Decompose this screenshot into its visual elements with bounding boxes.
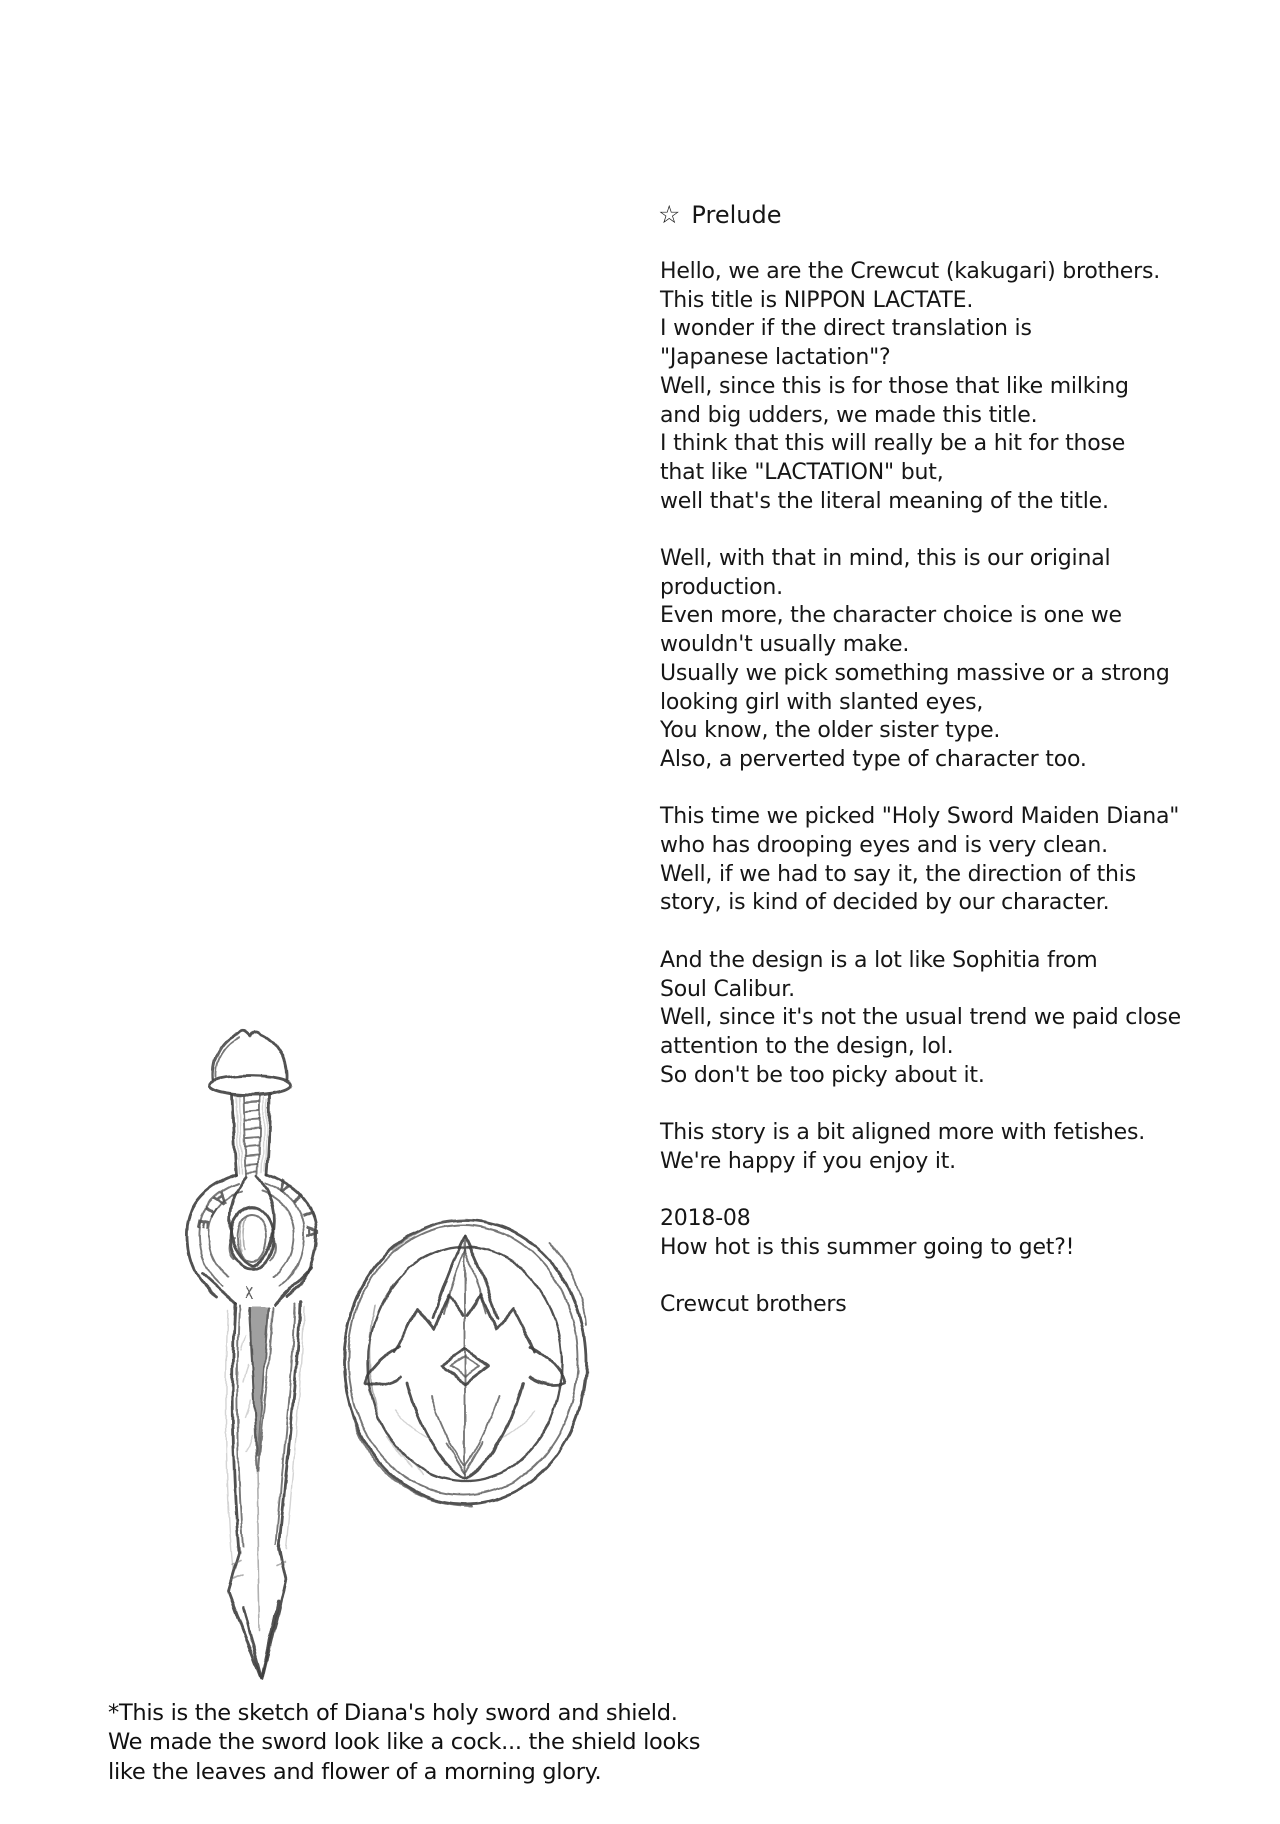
sword-and-shield-sketch [95,1005,625,1705]
text-line: 2018-08 [660,1206,751,1232]
paragraph [660,803,1270,918]
text-line: Even more, the character choice is one we [660,603,1122,629]
text-line: This title is NIPPON LACTATE. [660,287,974,313]
text-line: This time we picked "Holy Sword Maiden Diana" [660,804,1180,830]
text-line: who has drooping eyes and is very clean. [660,833,1108,859]
sword-engraving-left [191,1188,232,1238]
text-line: Usually we pick something massive or a strong [660,660,1170,686]
prelude-paragraphs [660,258,1270,1349]
text-line: well that's the literal meaning of the title. [660,488,1109,514]
text-line: story, is kind of decided by our character. [660,890,1110,916]
text-line: You know, the older sister type. [660,718,1001,744]
text-line: Well, with that in mind, this is our original [660,546,1111,572]
text-line: production. [660,574,783,600]
paragraph [660,258,1270,516]
text-line: Well, since this is for those that like milking [660,373,1129,399]
paragraph [660,1205,1270,1262]
text-line: Soul Calibur. [660,976,795,1002]
text-line: "Japanese lactation"? [660,345,891,371]
text-line: I wonder if the direct translation is [660,316,1032,342]
text-line: Well, since it's not the usual trend we paid close [660,1005,1181,1031]
sword-engraving-right [274,1177,322,1246]
text-line: that like "LACTATION" but, [660,459,944,485]
caption-line: We made the sword look like a cock... the shield looks [108,1729,701,1756]
text-line: attention to the design, lol. [660,1033,954,1059]
caption-line: like the leaves and flower of a morning glory. [108,1758,602,1785]
shield-sketch [344,1219,586,1506]
text-line: looking girl with slanted eyes, [660,689,984,715]
prelude-heading [658,199,781,231]
text-line: Also, a perverted type of character too. [660,746,1087,772]
paragraph [660,947,1270,1091]
star-icon: ☆ [658,200,681,229]
sword-engraving-left-text: ATE [191,1187,233,1238]
text-line: How hot is this summer going to get?! [660,1234,1075,1260]
prelude-title: Prelude [691,201,782,229]
sword-hilt-mark: X [244,1286,254,1302]
text-line: This story is a bit aligned more with fetishes. [660,1120,1146,1146]
text-line: We're happy if you enjoy it. [660,1148,956,1174]
text-line: I think that this will really be a hit for those [660,431,1126,457]
paragraph [660,1291,1270,1320]
sword-engraving-right-text: VITA [274,1176,323,1246]
text-line: Well, if we had to say it, the direction of this [660,861,1136,887]
text-line: and big udders, we made this title. [660,402,1038,428]
sketch-caption [108,1699,700,1787]
paragraph [660,545,1270,775]
text-line: And the design is a lot like Sophitia from [660,947,1098,973]
paragraph [660,1119,1270,1176]
text-line: So don't be too picky about it. [660,1062,985,1088]
caption-line: *This is the sketch of Diana's holy sword and shield. [108,1700,678,1726]
sword-sketch [187,1031,322,1679]
text-line: wouldn't usually make. [660,632,910,658]
text-line: Hello, we are the Crewcut (kakugari) brothers. [660,259,1161,284]
text-line: Crewcut brothers [660,1292,847,1318]
